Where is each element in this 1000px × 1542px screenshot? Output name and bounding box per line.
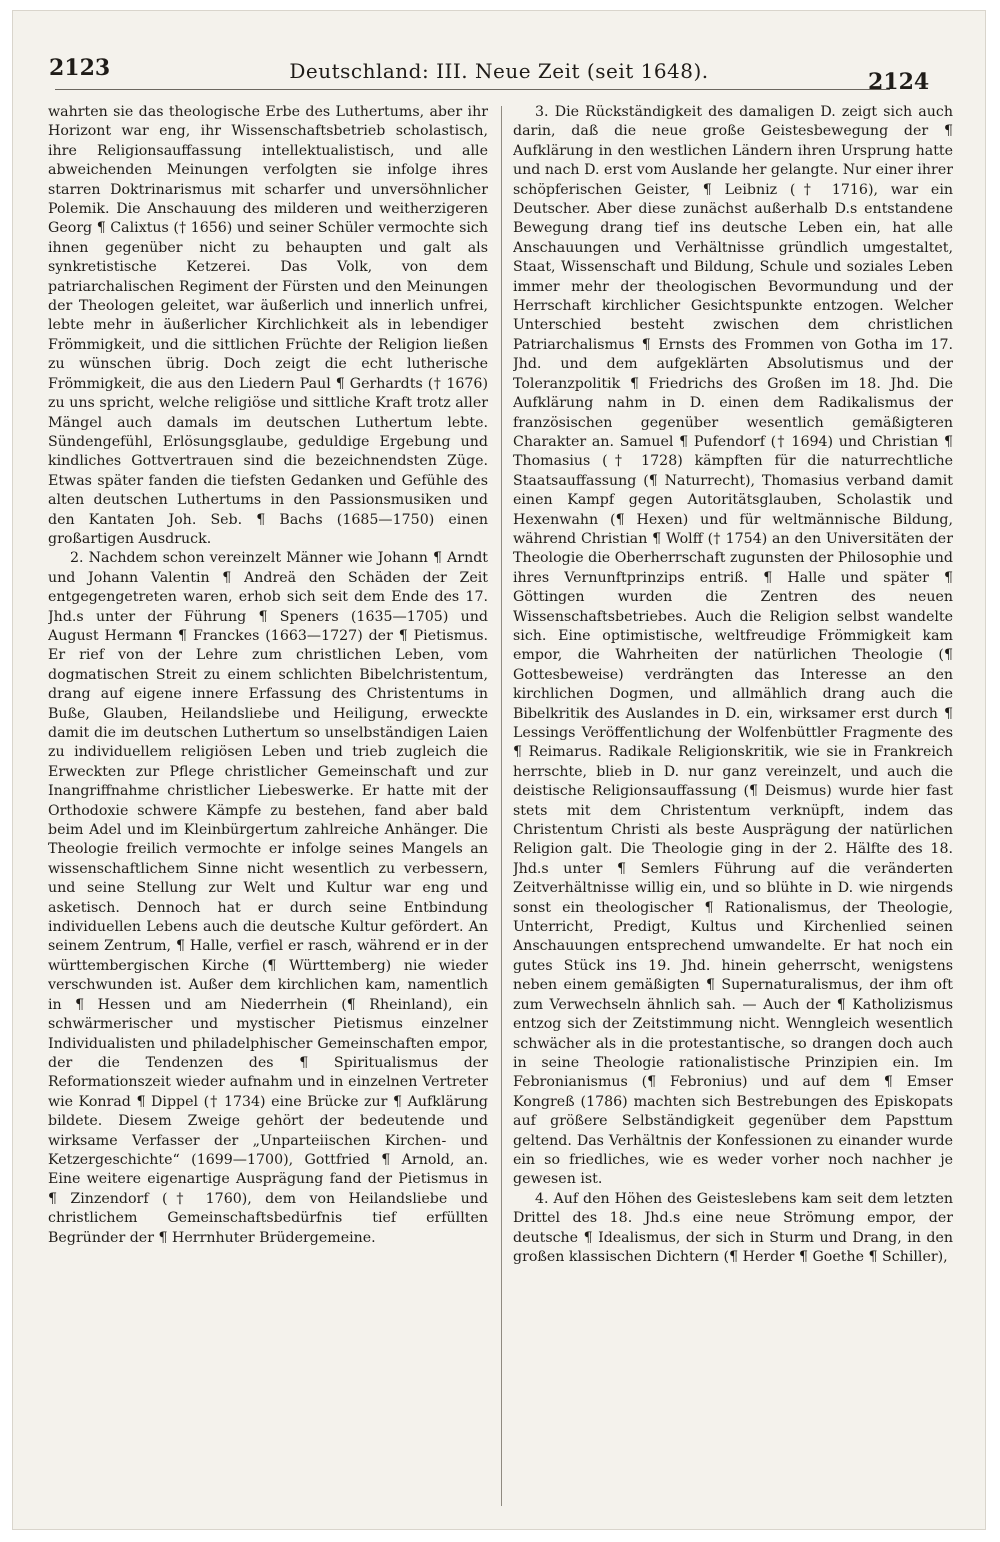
scanned-page [12,10,986,1530]
left-paragraph-1: wahrten sie das theologische Erbe des Luthertums, aber ihr Horizont war eng, ihr Wissenschaftsbetrieb scholastisch, ihre Religionsauffassung intellektualistisch, und alle abweichenden Meinungen verfolgten sie infolge ihres starren Doktrinarismus mit scharfer und unversöhnlicher Polemik. Die Anschauung des milderen und weitherzigeren Georg ¶ Calixtus († 1656) und seiner Schüler vermochte sich ihnen gegenüber nicht zu behaupten und galt als synkretistische Ketzerei. Das Volk, von dem patriarchalischen Regiment der Fürsten und den Meinungen der Theologen geleitet, war äußerlich und innerlich unfrei, lebte mehr in äußerlicher Kirchlichkeit als in lebendiger Frömmigkeit, und die sittlichen Früchte der Religion ließen zu wünschen übrig. Doch zeigt die echt lutherische Frömmigkeit, die aus den Liedern Paul ¶ Gerhardts († 1676) zu uns spricht, welche religiöse und sittliche Kraft trotz aller Mängel auch damals im deutschen Luthertum lebte. Sündengefühl, Erlösungsglaube, geduldige Ergebung und kindliches Gottvertrauen sind die bezeichnendsten Züge. Etwas später fanden die tiefsten Gedanken und Gefühle des alten deutschen Luthertums in den Passionsmusiken und den Kantaten Joh. Seb. ¶ Bachs (1685—1750) einen großartigen Ausdruck. [48,104,488,547]
right-paragraph-3: 3. Die Rückständigkeit des damaligen D. zeigt sich auch darin, daß die neue große Geistesbewegung der ¶ Aufklärung in den westlichen Ländern ihren Ursprung hatte und nach D. erst vom Auslande her gelangte. Nur einer ihrer schöpferischen Geister, ¶ Leibniz († 1716), war ein Deutscher. Aber diese zunächst außerhalb D.s entstandene Bewegung drang tief ins deutsche Leben ein, hat alle Anschauungen und Verhältnisse gründlich umgestaltet, Staat, Wissenschaft und Bildung, Schule und soziales Leben immer mehr der theologischen Bevormundung und der Herrschaft kirchlicher Gesichtspunkte entzogen. Welcher Unterschied besteht zwischen dem christlichen Patriarchalismus ¶ Ernsts des Frommen von Gotha im 17. Jhd. und dem aufgeklärten Absolutismus und der Toleranzpolitik ¶ Friedrichs des Großen im 18. Jhd. Die Aufklärung nahm in D. einen dem Radikalismus der französischen gegenüber wesentlich gemäßigteren Charakter an. Samuel ¶ Pufendorf († 1694) und Christian ¶ Thomasius († 1728) kämpften für die naturrechtliche Staatsauffassung (¶ Naturrecht), Thomasius verband damit einen Kampf gegen Autoritätsglauben, Scholastik und Hexenwahn (¶ Hexen) und für weltmännische Bildung, während Christian ¶ Wolff († 1754) an den Universitäten der Theologie die Oberherrschaft zugunsten der Philosophie und ihres Vernunftprinzips entriß. ¶ Halle und später ¶ Göttingen wurden die Zentren des neuen Wissenschaftsbetriebes. Auch die Religion selbst wandelte sich. Eine optimistische, weltfreudige Frömmigkeit kam empor, die Wahrheiten der natürlichen Theologie (¶ Gottesbeweise) verdrängten das Interesse an den kirchlichen Dogmen, und allmählich drang auch die Bibelkritik des Auslandes in D. ein, wirksamer erst durch ¶ Lessings Veröffentlichung der Wolfenbüttler Fragmente des ¶ Reimarus. Radikale Religionskritik, wie sie in Frankreich herrschte, blieb in D. nur ganz vereinzelt, und auch die deistische Religionsauffassung (¶ Deismus) wurde hier fast stets mit dem Christentum verknüpft, indem das Christentum Christi als beste Ausprägung der natürlichen Religion galt. Die Theologie ging in der 2. Hälfte des 18. Jhd.s unter ¶ Semlers Führung auf die veränderten Zeitverhältnisse willig ein, und so blühte in D. wie nirgends sonst ein theologischer ¶ Rationalismus, der Theologie, Unterricht, Predigt, Kultus und Kirchenlied seinen Anschauungen entsprechend umwandelte. Er hat noch ein gutes Stück ins 19. Jhd. hinein geherrscht, wenigstens neben einem gemäßigten ¶ Supernaturalismus, der ihm oft zum Verwechseln ähnlich sah. — Auch der ¶ Katholizismus entzog sich der Zeitstimmung nicht. Wenngleich wesentlich schwächer als in die protestantische, so drangen doch auch in seine Theologie rationalistische Prinzipien ein. Im Febronianismus (¶ Febronius) und auf dem ¶ Emser Kongreß (1786) machten sich Bestrebungen des Episkopats auf größere Selbständigkeit gegenüber dem Papsttum geltend. Das Verhältnis der Konfessionen zu einander wurde ein so friedliches, wie es weder vorher noch nachher je gewesen ist. [513,104,953,1188]
column-divider [501,106,502,1506]
running-title: Deutschland: III. Neue Zeit (seit 1648). [289,59,709,83]
page-header [13,11,985,106]
right-column [513,103,953,1508]
page-number-right: 2124 [868,69,930,95]
header-rule [55,89,890,90]
page-number-left: 2123 [49,55,111,81]
right-paragraph-4: 4. Auf den Höhen des Geisteslebens kam seit dem letzten Drittel des 18. Jhd.s eine neue Strömung empor, der deutsche ¶ Idealismus, der sich in Sturm und Drang, in den großen klassischen Dichtern (¶ Herder ¶ Goethe ¶ Schiller), [513,1190,953,1265]
left-paragraph-2: 2. Nachdem schon vereinzelt Männer wie Johann ¶ Arndt und Johann Valentin ¶ Andreä den Schäden der Zeit entgegengetreten waren, erhob sich seit dem Ende des 17. Jhd.s unter der Führung ¶ Speners (1635—1705) und August Hermann ¶ Franckes (1663—1727) der ¶ Pietismus. Er rief von der Lehre zum christlichen Leben, vom dogmatischen Streit zu einem schlichten Bibelchristentum, drang auf eigene innere Erfassung des Christentums in Buße, Glauben, Heilandsliebe und Heiligung, erweckte damit die im deutschen Luthertum so unselbständigen Laien zu individuellem religiösen Leben und trieb zugleich die Erweckten zur Pflege christlicher Gemeinschaft und zur Inangriffnahme christlicher Liebeswerke. Er hatte mit der Orthodoxie schwere Kämpfe zu bestehen, fand aber bald beim Adel und im Kleinbürgertum zahlreiche Anhänger. Die Theologie freilich vermochte er infolge seines Mangels an wissenschaftlichem Sinne nicht wesentlich zu verbessern, und seine Stellung zur Welt und Kultur war eng und asketisch. Dennoch hat er durch seine Entbindung individuellen Lebens auch die deutsche Kultur gefördert. An seinem Zentrum, ¶ Halle, verfiel er rasch, während er in der württembergischen Kirche (¶ Württemberg) nie wieder verschwunden ist. Außer dem kirchlichen kam, namentlich in ¶ Hessen und am Niederrhein (¶ Rheinland), ein schwärmerischer und mystischer Pietismus einzelner Individualisten und philadelphischer Gemeinschaften empor, der die Tendenzen des ¶ Spiritualismus der Reformationszeit wieder aufnahm und in einzelnen Vertreter wie Konrad ¶ Dippel († 1734) eine Brücke zur ¶ Aufklärung bildete. Diesem Zweige gehört der bedeutende und wirksame Verfasser der „Unparteiischen Kirchen- und Ketzergeschichte“ (1699—1700), Gottfried ¶ Arnold, an. Eine weitere eigenartige Ausprägung fand der Pietismus in ¶ Zinzendorf († 1760), dem von Heilandsliebe und christlichem Gemeinschaftsbedürfnis tief erfüllten Begründer der ¶ Herrnhuter Brüdergemeine. [48,550,488,1246]
left-column [48,103,488,1508]
